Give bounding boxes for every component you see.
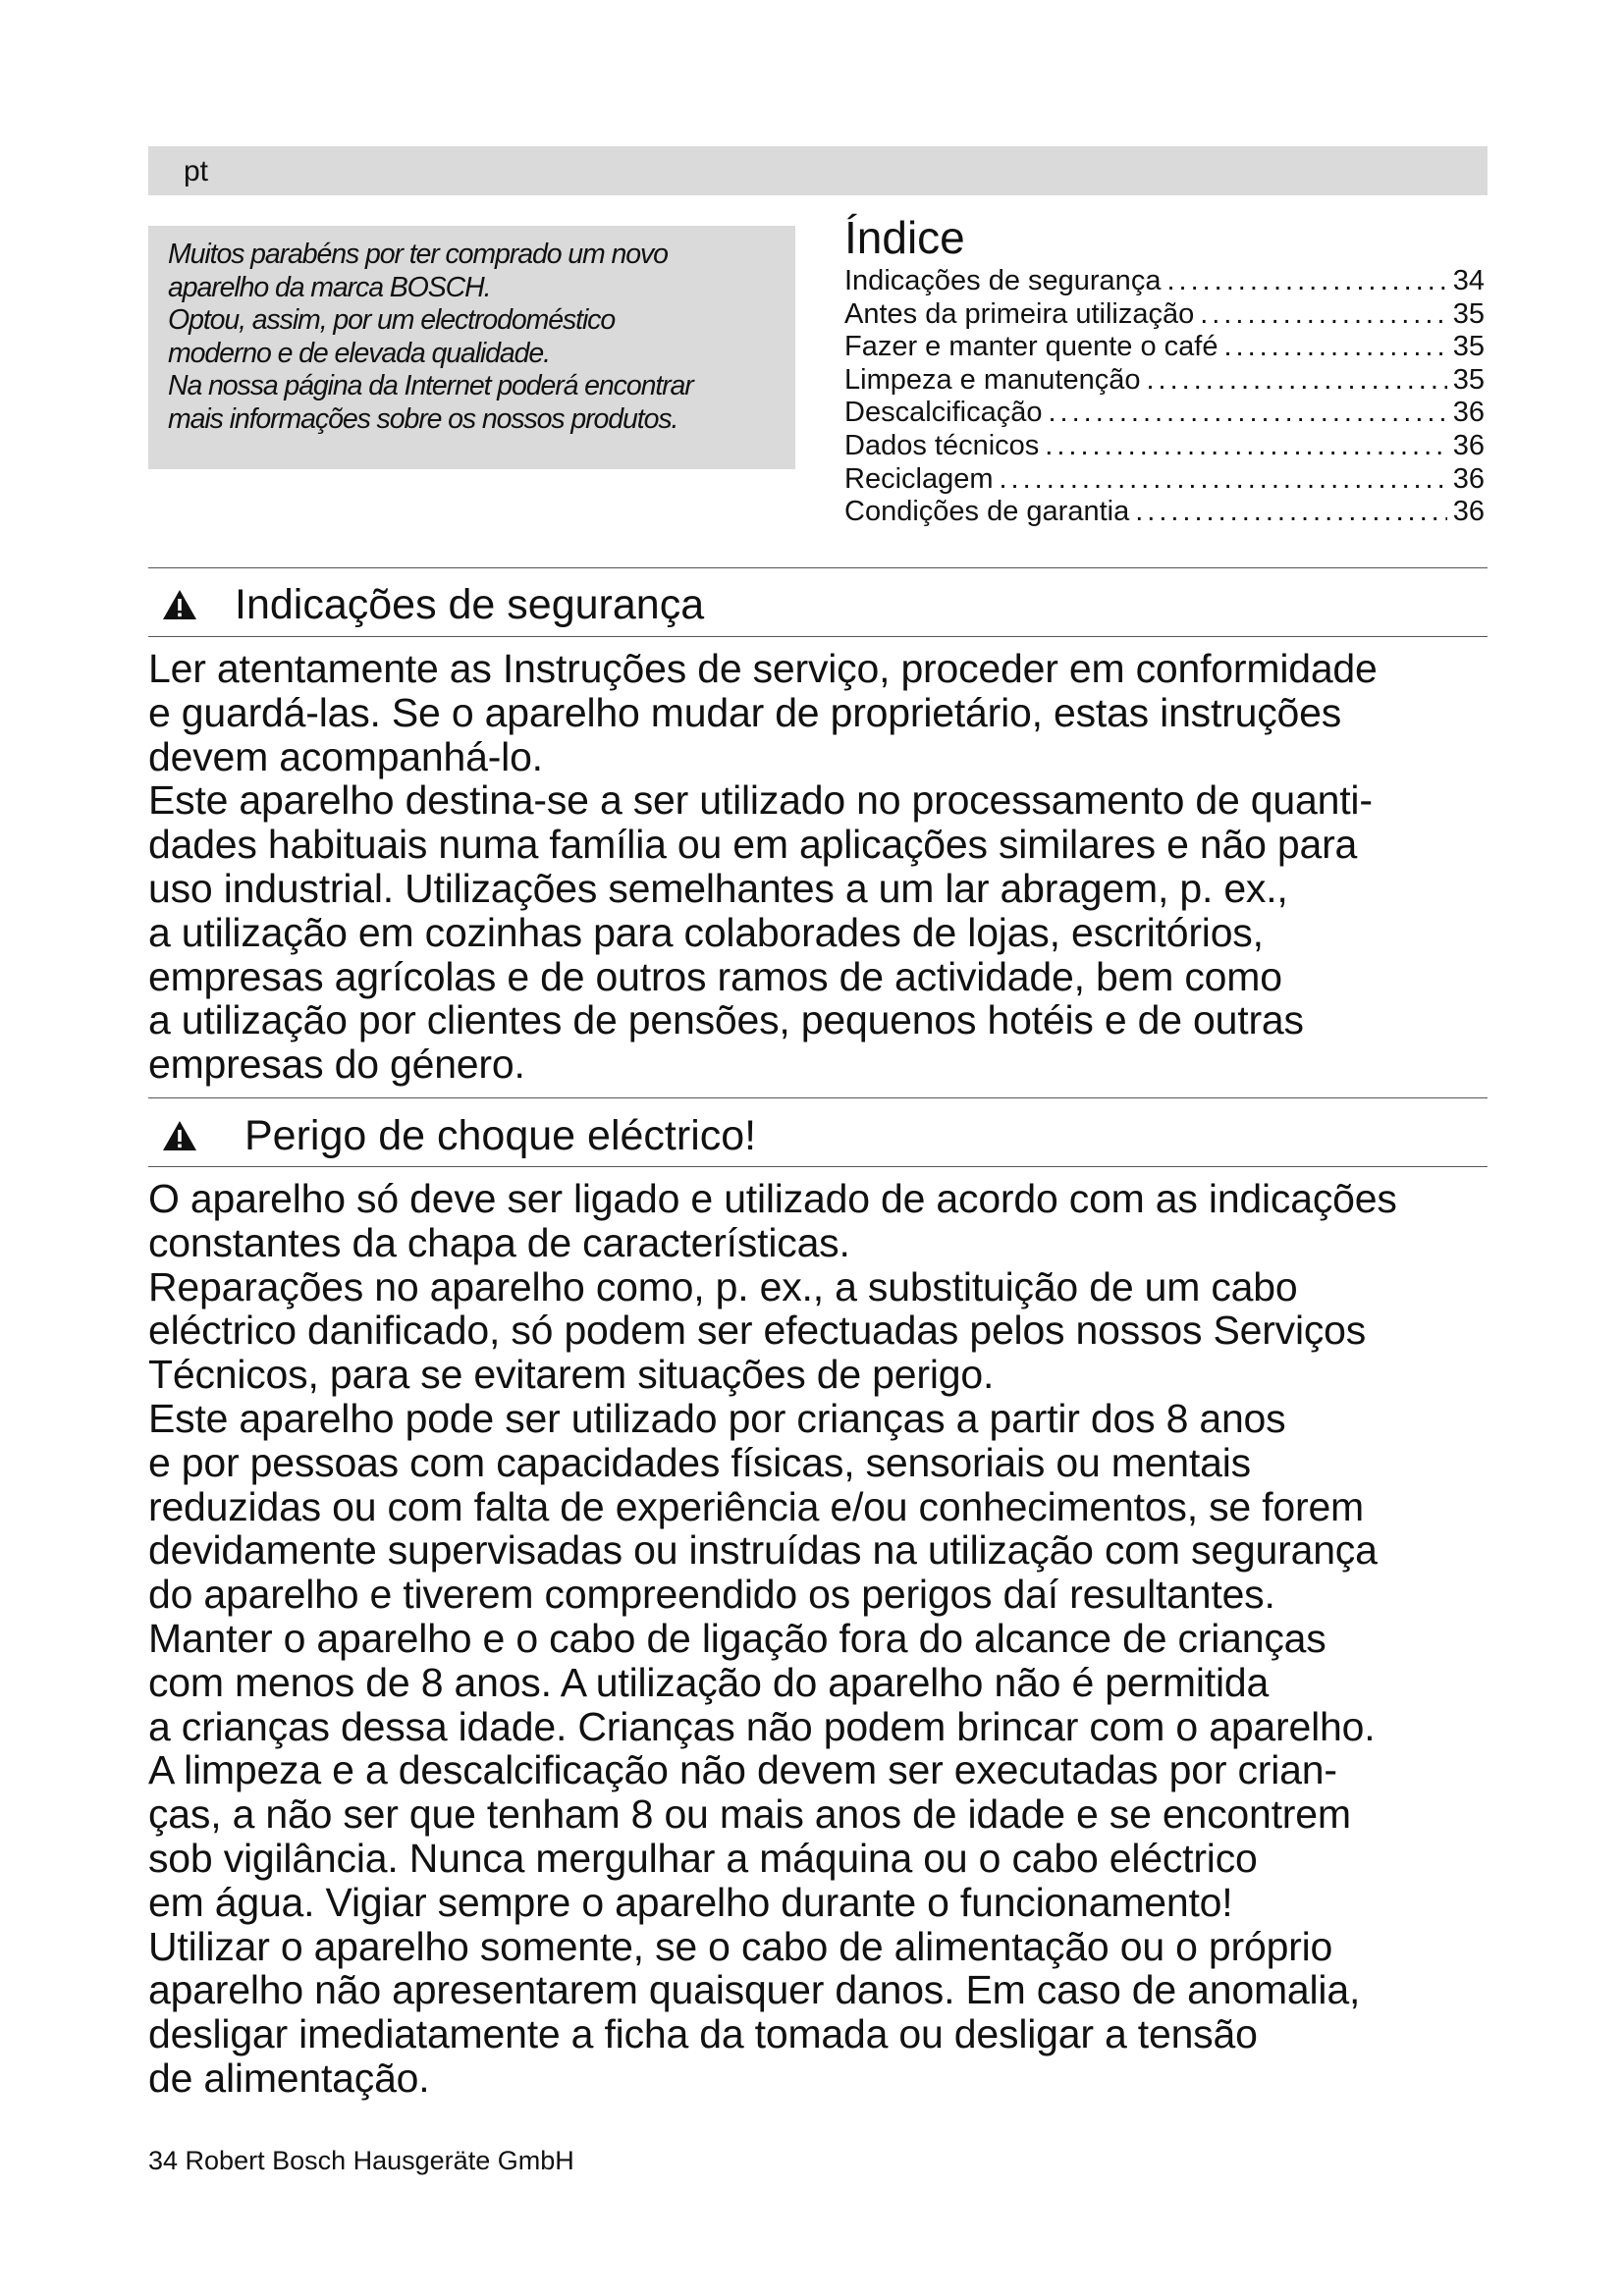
- toc-entry-page: 36: [1452, 429, 1485, 461]
- toc-leader-dots: [1045, 430, 1446, 463]
- toc-entry[interactable]: [844, 496, 1485, 529]
- body-line: desligar imediatamente a ficha da tomada ou desligar a tensão: [148, 2011, 1258, 2057]
- toc-title: Índice: [844, 212, 965, 263]
- table-of-contents: [844, 212, 1485, 529]
- body-line: de alimentação.: [148, 2055, 430, 2101]
- section-divider: [148, 567, 1488, 568]
- body-line: com menos de 8 anos. A utilização do aparelho não é permitida: [148, 1659, 1270, 1705]
- body-line: reduzidas ou com falta de experiência e/ou conhecimentos, se forem: [148, 1483, 1365, 1529]
- language-bar: [148, 146, 1488, 195]
- toc-entry-page: 34: [1452, 265, 1485, 296]
- toc-entry-page: 35: [1452, 297, 1485, 330]
- body-line: a utilização por clientes de pensões, pequenos hotéis e de outras: [148, 997, 1304, 1043]
- section-title: Perigo de choque eléctrico!: [244, 1111, 757, 1159]
- toc-entry-label: Indicações de segurança: [844, 265, 1162, 296]
- body-line: O aparelho só deve ser ligado e utilizado de acordo com as indicações: [148, 1176, 1397, 1221]
- body-line: empresas do género.: [148, 1041, 525, 1088]
- language-code: pt: [184, 155, 209, 187]
- toc-entry[interactable]: [844, 265, 1485, 298]
- intro-line: Optou, assim, por um electrodoméstico: [168, 304, 616, 337]
- section-heading-electric-shock: [162, 1106, 756, 1165]
- toc-leader-dots: [1135, 496, 1447, 529]
- toc-entry-page: 36: [1452, 397, 1485, 429]
- page-footer: 34 Robert Bosch Hausgeräte GmbH: [148, 2146, 574, 2175]
- toc-entry-page: 35: [1452, 363, 1485, 396]
- toc-entry-page: 36: [1452, 496, 1485, 528]
- body-line: a crianças dessa idade. Crianças não podem brincar com o aparelho.: [148, 1703, 1376, 1749]
- body-line: devidamente supervisadas ou instruídas na utilização com segurança: [148, 1527, 1378, 1574]
- toc-entry[interactable]: [844, 331, 1485, 364]
- body-line: eléctrico danificado, só podem ser efectuadas pelos nossos Serviços: [148, 1308, 1367, 1354]
- body-line: Manter o aparelho e o cabo de ligação fora do alcance de crianças: [148, 1615, 1326, 1661]
- body-line: e por pessoas com capacidades físicas, sensoriais ou mentais: [148, 1439, 1251, 1485]
- toc-leader-dots: [1223, 331, 1446, 364]
- toc-leader-dots: [1166, 265, 1446, 298]
- body-line: aparelho não apresentarem quaisquer danos. Em caso de anomalia,: [148, 1967, 1361, 2013]
- warning-triangle-icon: [162, 1120, 197, 1151]
- body-line: Este aparelho pode ser utilizado por crianças a partir dos 8 anos: [148, 1395, 1286, 1441]
- body-line: Reparações no aparelho como, p. ex., a substituição de um cabo: [148, 1263, 1298, 1309]
- section-heading-safety: [162, 575, 704, 634]
- body-line: Utilizar o aparelho somente, se o cabo de alimentação ou o próprio: [148, 1923, 1333, 1969]
- toc-entry-label: Condições de garantia: [844, 496, 1130, 528]
- toc-entry-label: Fazer e manter quente o café: [844, 331, 1218, 363]
- toc-entry-page: 36: [1452, 462, 1485, 495]
- body-line: uso industrial. Utilizações semelhantes a um lar abragem, p. ex.,: [148, 865, 1288, 911]
- body-line: sob vigilância. Nunca mergulhar a máquina ou o cabo eléctrico: [148, 1835, 1258, 1881]
- section-body-safety: [148, 647, 1378, 1087]
- body-line: e guardá-las. Se o aparelho mudar de proprietário, estas instruções: [148, 689, 1342, 735]
- toc-leader-dots: [1146, 364, 1446, 398]
- warning-triangle-icon: [162, 589, 197, 620]
- body-line: dades habituais numa família ou em aplicações similares e não para: [148, 822, 1358, 868]
- body-line: Ler atentamente as Instruções de serviço, proceder em conformidade: [148, 646, 1378, 691]
- intro-line: moderno e de elevada qualidade.: [168, 337, 550, 369]
- body-line: ças, a não ser que tenham 8 ou mais anos de idade e se encontrem: [148, 1791, 1351, 1838]
- intro-line: Na nossa página da Internet poderá encontrar: [168, 370, 693, 402]
- intro-line: mais informações sobre os nossos produtos.: [168, 402, 678, 435]
- section-divider: [148, 1097, 1488, 1098]
- toc-entry[interactable]: [844, 463, 1485, 497]
- body-line: a utilização em cozinhas para colaborades de lojas, escritórios,: [148, 909, 1264, 955]
- toc-leader-dots: [1200, 298, 1447, 332]
- toc-entry-label: Reciclagem: [844, 462, 994, 495]
- toc-entry-label: Antes da primeira utilização: [844, 297, 1195, 330]
- toc-entry-label: Dados técnicos: [844, 429, 1040, 461]
- intro-line: aparelho da marca BOSCH.: [168, 271, 491, 303]
- body-line: Técnicos, para se evitarem situações de perigo.: [148, 1352, 995, 1398]
- toc-leader-dots: [1048, 397, 1446, 430]
- intro-box: [148, 226, 795, 469]
- toc-entry[interactable]: [844, 397, 1485, 430]
- toc-entry[interactable]: [844, 298, 1485, 332]
- body-line: empresas agrícolas e de outros ramos de actividade, bem como: [148, 953, 1282, 999]
- toc-entry[interactable]: [844, 430, 1485, 463]
- body-line: Este aparelho destina-se a ser utilizado no processamento de quanti-: [148, 777, 1373, 824]
- section-divider: [148, 1166, 1488, 1167]
- section-title: Indicações de segurança: [235, 580, 705, 628]
- toc-entry[interactable]: [844, 364, 1485, 398]
- toc-entry-page: 35: [1452, 331, 1485, 363]
- toc-leader-dots: [1000, 463, 1447, 497]
- section-body-electric-shock: [148, 1177, 1397, 2101]
- intro-line: Muitos parabéns por ter comprado um novo: [168, 239, 668, 270]
- body-line: devem acompanhá-lo.: [148, 733, 543, 779]
- toc-entry-label: Limpeza e manutenção: [844, 363, 1141, 396]
- body-line: em água. Vigiar sempre o aparelho durante o funcionamento!: [148, 1879, 1233, 1925]
- body-line: A limpeza e a descalcificação não devem ser executadas por crian-: [148, 1747, 1337, 1793]
- body-line: do aparelho e tiverem compreendido os perigos daí resultantes.: [148, 1572, 1275, 1618]
- toc-entry-label: Descalcificação: [844, 397, 1043, 429]
- body-line: constantes da chapa de características.: [148, 1219, 850, 1265]
- section-divider: [148, 636, 1488, 637]
